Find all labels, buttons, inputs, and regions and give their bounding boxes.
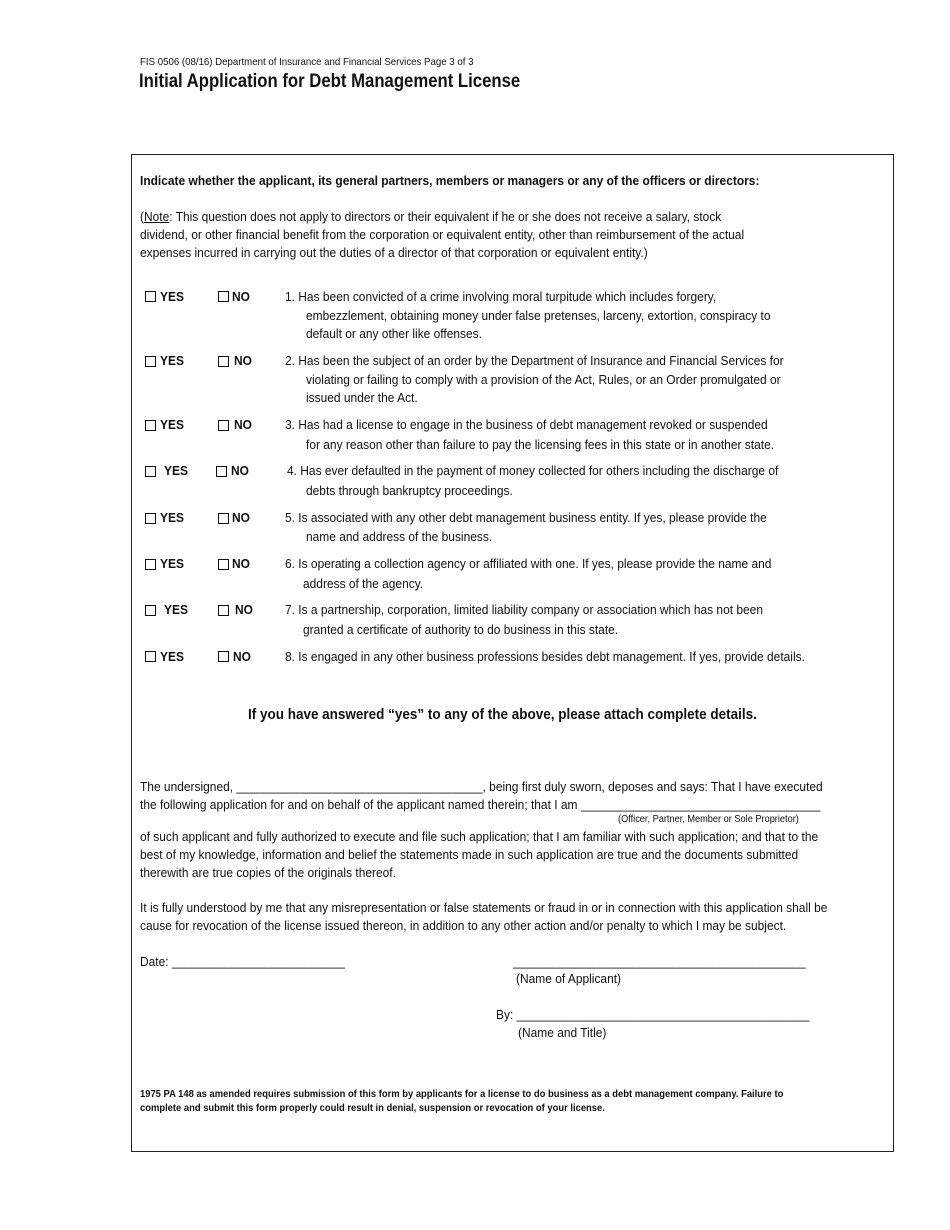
q3-no-label: NO: [234, 417, 252, 432]
q2-yes-checkbox[interactable]: [145, 356, 156, 367]
footer-line-1: 1975 PA 148 as amended requires submission of this form by applicants for a license to do business as a debt management company. Failure to: [140, 1089, 784, 1100]
q4-text-1: 4. Has ever defaulted in the payment of money collected for others including the discharge of: [287, 463, 779, 478]
q5-no-checkbox[interactable]: [218, 513, 229, 524]
oath-line-4: best of my knowledge, information and belief the statements made in such application are true and the documents submitted: [140, 847, 799, 862]
oath-line-5: therewith are true copies of the originals thereof.: [140, 865, 396, 880]
q8-yes-checkbox[interactable]: [145, 651, 156, 662]
q1-text-2: embezzlement, obtaining money under false pretenses, larceny, extortion, conspiracy to: [306, 308, 771, 323]
q5-no-label: NO: [232, 510, 250, 525]
q3-yes-label: YES: [160, 417, 184, 432]
q8-no-label: NO: [233, 649, 251, 664]
q4-no-checkbox[interactable]: [216, 466, 227, 477]
attach-notice: If you have answered “yes” to any of the above, please attach complete details.: [248, 707, 757, 723]
q2-text-3: issued under the Act.: [306, 390, 418, 405]
q4-yes-label: YES: [164, 463, 188, 478]
oath-line-3: of such applicant and fully authorized to execute and file such application; that I am familiar with such application; and that to the: [140, 829, 819, 844]
q3-text-2: for any reason other than failure to pay the licensing fees in this state or in another state.: [306, 437, 775, 452]
q1-no-label: NO: [232, 289, 250, 304]
q6-text-1: 6. Is operating a collection agency or affiliated with one. If yes, please provide the name and: [285, 556, 772, 571]
q2-yes-label: YES: [160, 353, 184, 368]
name-title-label: (Name and Title): [518, 1025, 607, 1040]
q1-text-1: 1. Has been convicted of a crime involving moral turpitude which includes forgery,: [285, 289, 717, 304]
note-line-1: [140, 208, 721, 226]
footer-line-2: complete and submit this form properly could result in denial, suspension or revocation of your license.: [140, 1103, 605, 1114]
date-field[interactable]: Date: __________________________: [140, 954, 345, 969]
q5-text-1: 5. Is associated with any other debt management business entity. If yes, please provide the: [285, 510, 767, 525]
q3-no-checkbox[interactable]: [218, 420, 229, 431]
q1-no-checkbox[interactable]: [218, 291, 229, 302]
note-open-paren: (: [140, 209, 144, 224]
by-signature-line[interactable]: By: ____________________________________________: [496, 1007, 810, 1022]
q4-no-label: NO: [231, 463, 249, 478]
q8-no-checkbox[interactable]: [218, 651, 229, 662]
q7-text-1: 7. Is a partnership, corporation, limited liability company or association which has not been: [285, 602, 763, 617]
intro-question: Indicate whether the applicant, its general partners, members or managers or any of the officers or directors:: [140, 173, 760, 188]
q2-no-checkbox[interactable]: [218, 356, 229, 367]
q6-yes-label: YES: [160, 556, 184, 571]
applicant-signature-line[interactable]: ____________________________________________: [513, 954, 806, 969]
note-label: Note: [143, 209, 170, 224]
q7-text-2: granted a certificate of authority to do business in this state.: [303, 622, 619, 637]
role-hint: (Officer, Partner, Member or Sole Proprietor): [618, 814, 799, 825]
q6-text-2: address of the agency.: [303, 576, 424, 591]
q2-no-label: NO: [234, 353, 252, 368]
q6-no-checkbox[interactable]: [218, 559, 229, 570]
q2-text-1: 2. Has been the subject of an order by the Department of Insurance and Financial Services for: [285, 353, 784, 368]
q4-yes-checkbox[interactable]: [145, 466, 156, 477]
q2-text-2: violating or failing to comply with a provision of the Act, Rules, or an Order promulgated or: [306, 372, 781, 387]
q3-yes-checkbox[interactable]: [145, 420, 156, 431]
form-header-line: FIS 0506 (08/16) Department of Insurance and Financial Services Page 3 of 3: [140, 56, 474, 68]
misrep-line-1: It is fully understood by me that any misrepresentation or false statements or fraud in or in connection with this application shall be: [140, 900, 828, 915]
oath-line-2: the following application for and on behalf of the applicant named therein; that I am ____________________________________: [140, 797, 821, 812]
q1-yes-label: YES: [160, 289, 184, 304]
q7-yes-checkbox[interactable]: [145, 605, 156, 616]
oath-line-1: The undersigned, _____________________________________, being first duly sworn, deposes and says: That I have executed: [140, 779, 823, 794]
q1-yes-checkbox[interactable]: [145, 291, 156, 302]
note-line-2: dividend, or other financial benefit from the corporation or equivalent entity, other than reimbursement of the actual: [140, 227, 745, 242]
q5-yes-label: YES: [160, 510, 184, 525]
misrep-line-2: cause for revocation of the license issued thereon, in addition to any other action and/or penalty to which I may be subject.: [140, 918, 787, 933]
q6-no-label: NO: [232, 556, 250, 571]
page-title: Initial Application for Debt Management License: [139, 71, 521, 92]
q8-yes-label: YES: [160, 649, 184, 664]
q6-yes-checkbox[interactable]: [145, 559, 156, 570]
q8-text-1: 8. Is engaged in any other business professions besides debt management. If yes, provide details.: [285, 649, 805, 664]
note-text-1: : This question does not apply to directors or their equivalent if he or she does not receive a salary, stock: [169, 209, 722, 224]
note-line-3: expenses incurred in carrying out the duties of a director of that corporation or equivalent entity.): [140, 245, 648, 260]
q5-text-2: name and address of the business.: [306, 529, 493, 544]
q7-yes-label: YES: [164, 602, 188, 617]
q7-no-label: NO: [235, 602, 253, 617]
applicant-name-label: (Name of Applicant): [516, 971, 622, 986]
q5-yes-checkbox[interactable]: [145, 513, 156, 524]
q7-no-checkbox[interactable]: [218, 605, 229, 616]
q4-text-2: debts through bankruptcy proceedings.: [306, 483, 513, 498]
q1-text-3: default or any other like offenses.: [306, 326, 482, 341]
q3-text-1: 3. Has had a license to engage in the business of debt management revoked or suspended: [285, 417, 768, 432]
